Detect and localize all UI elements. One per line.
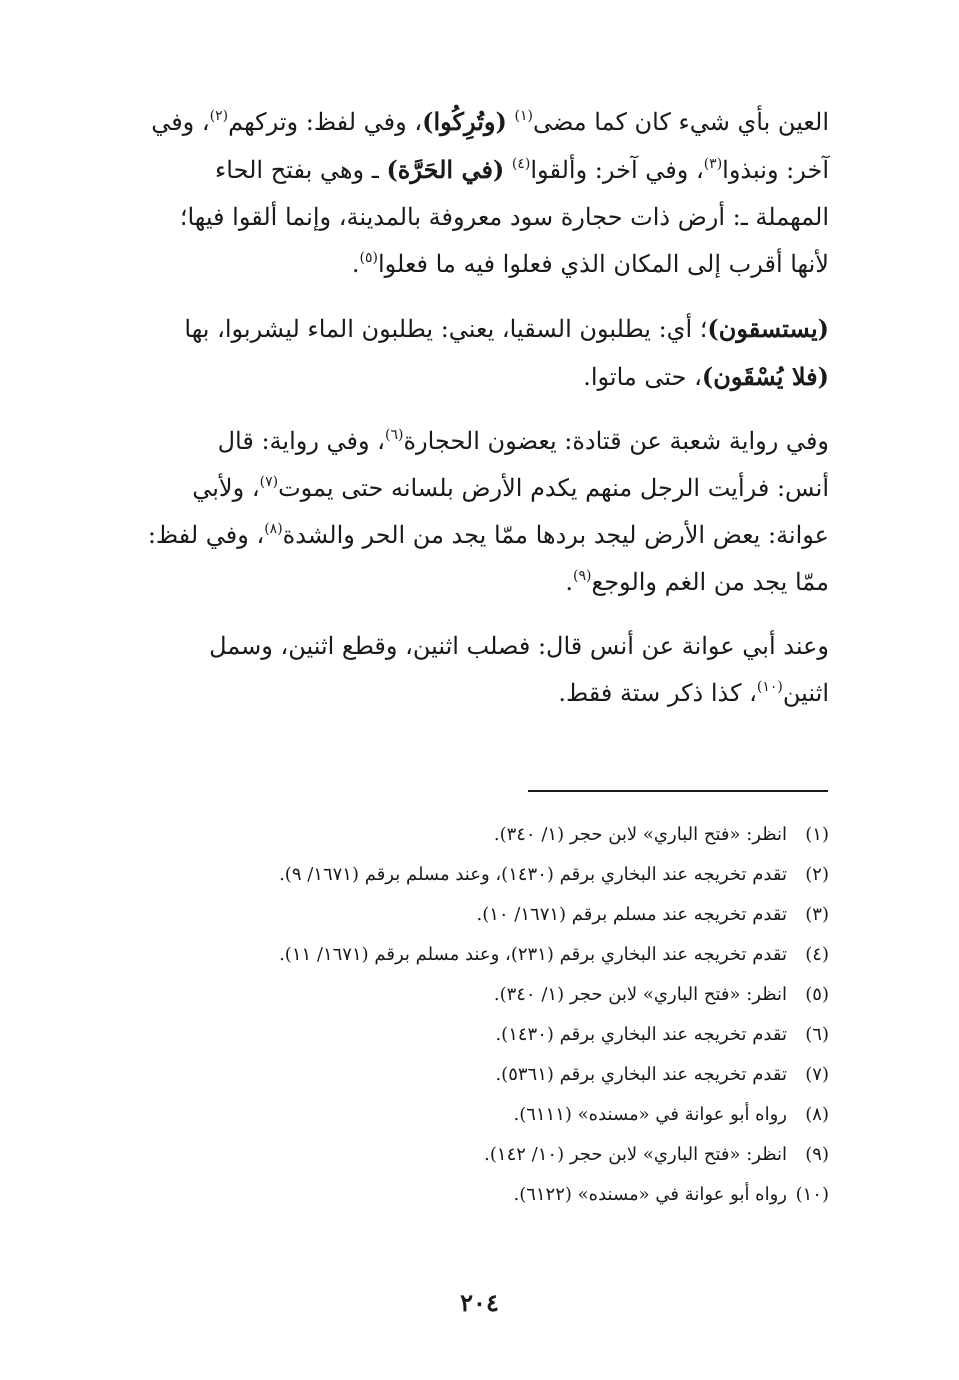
text-segment: المهملة ـ: أرض ذات حجارة سود معروفة بالمدينة، وإنما ألقوا فيها؛ xyxy=(179,203,829,231)
footnote-text: رواه أبو عوانة في «مسنده» (٦١٢٢). xyxy=(513,1184,787,1205)
text-segment: وفي رواية شعبة عن قتادة: يعضون الحجارة xyxy=(403,427,829,455)
footnote-number: (١٠) xyxy=(795,1184,829,1205)
footnote xyxy=(140,935,829,975)
footnote-marker: (٨) xyxy=(264,521,283,537)
footnote xyxy=(140,1135,829,1175)
footnote-marker: (٧) xyxy=(259,474,279,490)
footnote-marker: (٢) xyxy=(209,108,229,124)
text-segment xyxy=(504,156,512,184)
footnote-text: تقدم تخريجه عند البخاري برقم (٢٣١)، وعند مسلم برقم (١٦٧١/ ١١). xyxy=(279,944,787,965)
text-line xyxy=(112,146,829,194)
footnote-marker: (١) xyxy=(514,108,533,124)
text-segment: ـ وهي بفتح الحاء xyxy=(215,156,387,184)
text-segment: عوانة: يعض الأرض ليجد بردها ممّا يجد من الحر والشدة xyxy=(282,521,829,549)
paragraph xyxy=(112,305,829,401)
footnote-number: (٩) xyxy=(805,1144,829,1165)
footnote xyxy=(140,855,829,895)
text-segment: آخر: ونبذوا xyxy=(722,156,829,184)
footnote-number: (٢) xyxy=(805,864,829,885)
footnote-number: (٥) xyxy=(805,984,829,1005)
main-text xyxy=(112,98,829,734)
paragraph xyxy=(112,418,829,606)
footnotes xyxy=(140,815,829,1215)
text-segment: ، حتى ماتوا. xyxy=(583,363,702,391)
text-line xyxy=(112,623,829,670)
text-segment: ، كذا ذكر ستة فقط. xyxy=(558,679,757,707)
text-line xyxy=(112,305,829,353)
footnote xyxy=(140,1015,829,1055)
page-number: ٢٠٤ xyxy=(460,1288,499,1317)
footnote-marker: (١٠) xyxy=(756,679,783,695)
text-segment: ، ولأبي xyxy=(192,474,260,502)
text-segment: ، وفي لفظ: وتركهم xyxy=(228,108,423,136)
text-line xyxy=(112,670,829,717)
text-segment: ممّا يجد من الغم والوجع xyxy=(591,568,829,596)
text-segment: أنس: فرأيت الرجل منهم يكدم الأرض بلسانه حتى يموت xyxy=(278,474,829,502)
footnote xyxy=(140,895,829,935)
text-segment: اثنين xyxy=(782,679,829,707)
quoted-term: (وتُرِكُوا) xyxy=(422,107,507,136)
footnote-text: تقدم تخريجه عند البخاري برقم (٥٣٦١). xyxy=(495,1064,787,1085)
text-segment: . xyxy=(351,250,360,278)
footnote-number: (٤) xyxy=(805,944,829,965)
text-line xyxy=(112,353,829,401)
footnote-number: (٨) xyxy=(805,1104,829,1125)
footnote-text: تقدم تخريجه عند البخاري برقم (١٤٣٠)، وعند مسلم برقم (١٦٧١/ ٩). xyxy=(279,864,787,885)
quoted-term: (في الحَرَّة) xyxy=(386,155,505,184)
paragraph xyxy=(112,98,829,288)
footnote xyxy=(140,815,829,855)
text-segment: العين بأي شيء كان كما مضى xyxy=(532,108,829,136)
footnote-text: انظر: «فتح الباري» لابن حجر (١/ ٣٤٠). xyxy=(493,984,787,1005)
text-line xyxy=(112,465,829,512)
footnote-marker: (٣) xyxy=(703,156,723,172)
footnote-text: تقدم تخريجه عند البخاري برقم (١٤٣٠). xyxy=(495,1024,787,1045)
text-segment: ، وفي آخر: وألقوا xyxy=(530,156,704,184)
footnote-marker: (٤) xyxy=(511,156,531,172)
text-segment: ، وفي رواية: قال xyxy=(217,427,385,455)
paragraph xyxy=(112,623,829,717)
text-line xyxy=(112,194,829,241)
text-line xyxy=(112,559,829,606)
text-segment: ، وفي xyxy=(151,108,210,136)
footnote xyxy=(140,1175,829,1215)
footnote-text: انظر: «فتح الباري» لابن حجر (١/ ٣٤٠). xyxy=(493,824,787,845)
text-line xyxy=(112,512,829,559)
footnote-marker: (٥) xyxy=(359,250,378,266)
footnote xyxy=(140,975,829,1015)
text-line xyxy=(112,98,829,146)
quoted-term: (فلا يُسْقَون) xyxy=(701,362,829,391)
footnote-text: تقدم تخريجه عند مسلم برقم (١٦٧١/ ١٠). xyxy=(476,904,787,925)
footnote-number: (١) xyxy=(805,824,829,845)
footnote xyxy=(140,1095,829,1135)
footnote-number: (٦) xyxy=(805,1024,829,1045)
text-segment: . xyxy=(565,568,573,596)
footnote-text: رواه أبو عوانة في «مسنده» (٦١١١). xyxy=(513,1104,787,1125)
footnote-marker: (٦) xyxy=(385,427,404,443)
text-segment: وعند أبي عوانة عن أنس قال: فصلب اثنين، وقطع اثنين، وسمل xyxy=(209,632,829,660)
footnote xyxy=(140,1055,829,1095)
footnote-number: (٧) xyxy=(805,1064,829,1085)
quoted-term: (يستسقون) xyxy=(707,314,829,343)
footnote-marker: (٩) xyxy=(572,568,592,584)
footnote-separator xyxy=(528,790,828,792)
text-line xyxy=(112,241,829,288)
footnote-number: (٣) xyxy=(805,904,829,925)
text-segment: لأنها أقرب إلى المكان الذي فعلوا فيه ما فعلوا xyxy=(377,250,829,278)
text-segment: ، وفي لفظ: xyxy=(147,521,265,549)
text-line xyxy=(112,418,829,465)
text-segment: ؛ أي: يطلبون السقيا، يعني: يطلبون الماء ليشربوا، بها xyxy=(184,315,708,343)
footnote-text: انظر: «فتح الباري» لابن حجر (١٠/ ١٤٢). xyxy=(484,1144,787,1165)
